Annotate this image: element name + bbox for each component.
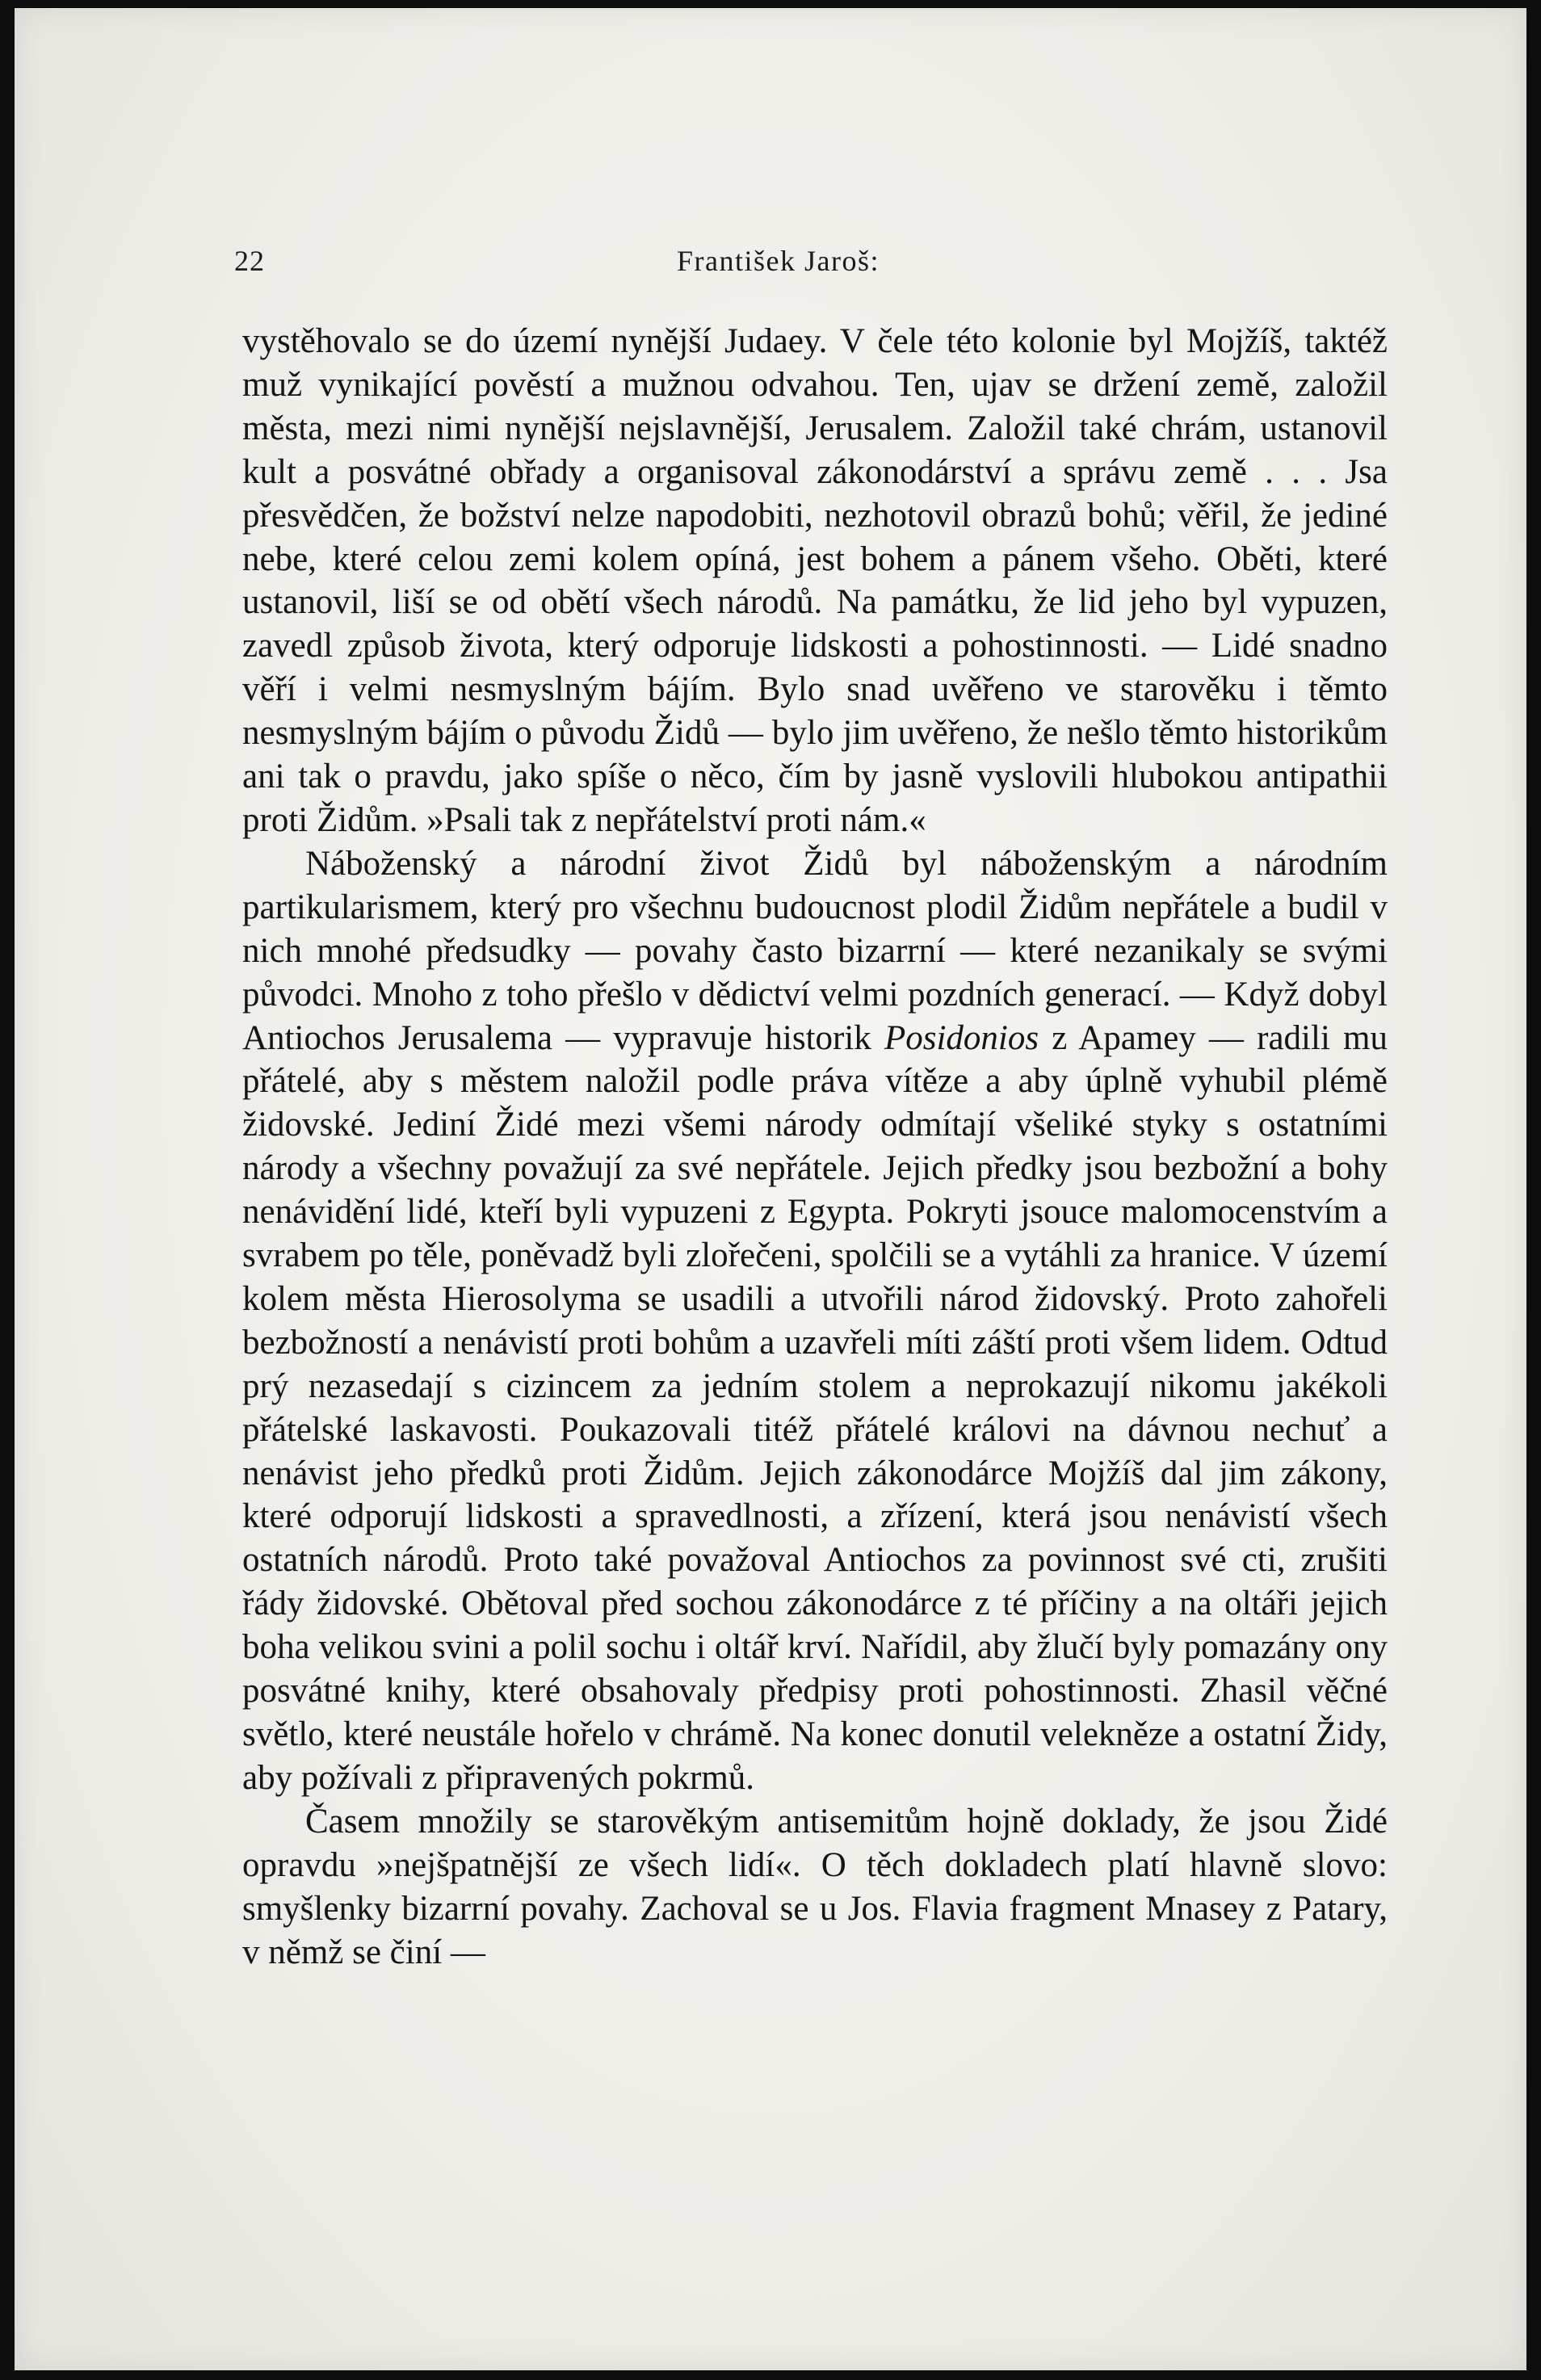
book-page	[15, 8, 1526, 2370]
paragraph-text: Náboženský a národní život Židů byl náboženským a národním partikularismem, který pro všechnu budoucnost plodil Židům nepřátele a budil v nich mnohé předsudky — povahy často bizarrní — které nezanikaly se svými původci. Mnoho z toho přešlo v dědictví velmi pozdních generací. — Když dobyl Antiochos Jerusalema — vypravuje historik	[242, 844, 1388, 1057]
italic-name: Posidonios	[884, 1018, 1039, 1057]
paragraph	[242, 1800, 1388, 1975]
page-header	[15, 244, 1526, 284]
running-head: František Jaroš:	[677, 245, 880, 277]
body-text	[242, 320, 1388, 1974]
paragraph-text: vystěhovalo se do území nynější Judaey. V čele této kolonie byl Mojžíš, taktéž muž vynikající pověstí a mužnou odvahou. Ten, ujav se držení země, založil města, mezi nimi nynější nejslavnější, Jerusalem. Založil také chrám, ustanovil kult a posvátné obřady a organisoval zákonodárství a správu země . . . Jsa přesvědčen, že božství nelze napodobiti, nezhotovil obrazů bohů; věřil, že jediné nebe, které celou zemi kolem opíná, jest bohem a pánem všeho. Oběti, které ustanovil, liší se od obětí všech národů. Na památku, že lid jeho byl vypuzen, zavedl způsob života, který odporuje lidskosti a pohostinnosti. — Lidé snadno věří i velmi nesmyslným bájím. Bylo snad uvěřeno ve starověku i těmto nesmyslným bájím o původu Židů — bylo jim uvěřeno, že nešlo těmto historikům ani tak o pravdu, jako spíše o něco, čím by jasně vyslovili hlubokou antipathii proti Židům. »Psali tak z nepřátelství proti nám.«	[242, 322, 1388, 839]
paragraph	[242, 842, 1388, 1800]
paragraph-text: z Apamey — radili mu přátelé, aby s městem naložil podle práva vítěze a aby úplně vyhubil plémě židovské. Jediní Židé mezi všemi národy odmítají všeliké styky s ostatními národy a všechny považují za své nepřátele. Jejich předky jsou bezbožní a bohy nenávidění lidé, kteří byli vypuzeni z Egypta. Pokryti jsouce malomocenstvím a svrabem po těle, poněvadž byli zlořečeni, spolčili se a vytáhli za hranice. V území kolem města Hierosolyma se usadili a utvořili národ židovský. Proto zahořeli bezbožností a nenávistí proti bohům a uzavřeli míti záští proti všem lidem. Odtud prý nezasedají s cizincem za jedním stolem a neprokazují nikomu jakékoli přátelské laskavosti. Poukazovali titéž přátelé královi na dávnou nechuť a nenávist jeho předků proti Židům. Jejich zákonodárce Mojžíš dal jim zákony, které odporují lidskosti a spravedlnosti, a zřízení, která jsou nenávistí všech ostatních národů. Proto také považoval Antiochos za povinnost své cti, zrušiti řády židovské. Obětoval před sochou zákonodárce z té příčiny a na oltáři jejich boha velikou svini a polil sochu i oltář krví. Nařídil, aby žlučí byly pomazány ony posvátné knihy, které obsahovaly předpisy proti pohostinnosti. Zhasil věčné světlo, které neustále hořelo v chrámě. Na konec donutil velekněze a ostatní Židy, aby požívali z připravených pokrmů.	[242, 1018, 1388, 1797]
paragraph-text: Časem množily se starověkým antisemitům hojně doklady, že jsou Židé opravdu »nejšpatnější ze všech lidí«. O těch dokladech platí hlavně slovo: smyšlenky bizarrní povahy. Zachoval se u Jos. Flavia fragment Mnasey z Patary, v němž se činí —	[242, 1802, 1388, 1971]
page-number: 22	[234, 245, 265, 277]
paragraph-continuation	[242, 320, 1388, 842]
